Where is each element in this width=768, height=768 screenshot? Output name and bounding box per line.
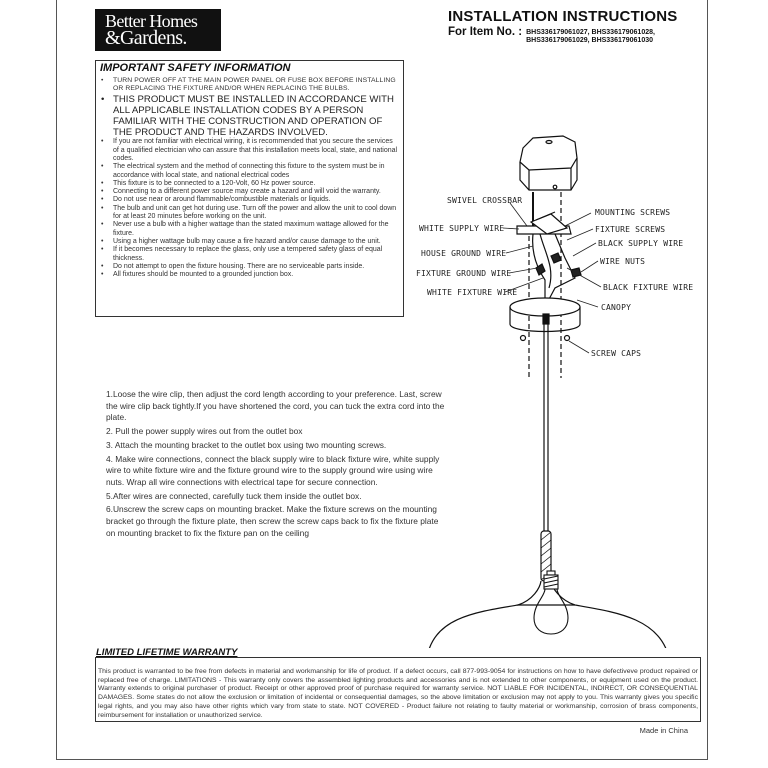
step-4: 4. Make wire connections, connect the black supply wire to black fixture wire, white supply wire to white fixture wire and the fixture ground wire to the supply ground wire using wire nuts. Wrap all wire connections with electrical tape for secure connection.: [106, 453, 440, 487]
installation-steps: [106, 389, 446, 541]
safety-item: [100, 221, 399, 238]
label-canopy: CANOPY: [601, 303, 632, 312]
bullet-icon: •: [101, 93, 105, 105]
crossbar-icon: [517, 212, 571, 234]
bullet-icon: •: [101, 221, 104, 229]
page-title: INSTALLATION INSTRUCTIONS: [448, 8, 678, 25]
bullet-icon: •: [101, 262, 104, 270]
safety-item: [100, 271, 399, 279]
safety-item-text: If it becomes necessary to replace the glass, only use a tempered safety glass of equal thickness.: [113, 246, 383, 262]
step-2: 2. Pull the power supply wires out from the outlet box: [106, 426, 303, 437]
safety-item-text: The bulb and unit can get hot during use. Turn off the power and allow the unit to cool down for at least 20 minutes before working on the unit.: [113, 204, 397, 221]
label-mounting-screws: MOUNTING SCREWS: [595, 208, 671, 217]
label-fixture-ground-wire: FIXTURE GROUND WIRE: [416, 269, 512, 278]
safety-item-text: Never use a bulb with a higher wattage than the stated maximum wattage allowed for the fixture.: [113, 221, 389, 237]
brand-line-1: Better Homes: [105, 11, 198, 31]
safety-item-text: TURN POWER OFF AT THE MAIN POWER PANEL OR FUSE BOX BEFORE INSTALLING OR REPLACING THE FIXTURE AND/OR WHEN REPLACING THE BULBS.: [113, 77, 396, 93]
step-5: 5.After wires are connected, carefully tuck them inside the outlet box.: [106, 490, 362, 501]
light-bulb-icon: [531, 570, 571, 640]
safety-item: [100, 263, 399, 271]
bullet-icon: •: [101, 271, 104, 279]
label-black-supply-wire: BLACK SUPPLY WIRE: [598, 239, 684, 248]
warranty-text: This product is warranted to be free from defects in material and workmanship for life of product. If a defect occurs, call 877-993-9054 for instructions on how to have defectiveve product repaired or replaced free of charge. LIMITATIONS - This warranty only covers the assembled lighting products and accessories and is not extended to other components, or equipment used on the product. Warranty extends to original purchaser of product. Receipt or other approved proof of purchase required for warranty service. NOT LIABLE FOR INCIDENTAL, INDIRECT, OR CONSEQUENTIAL DAMAGES. Some states do not allow the exclusion or limitation of incidental or consequential damages, so the above limitation or exclusion may not apply to you. This warranty gives you specific legal rights, and you may also have other rights which vary from state to state. NOT COVERED - Product failure not relating to faulty material or workmanship, corrosion of brass components, reimbursement for installation or unauthorized service.: [95, 657, 701, 722]
safety-item-text: If you are not familiar with electrical wiring, it is recommended that you secure the services of a qualified electrician who can assure that this installation meets local, state, and national codes.: [113, 138, 398, 162]
label-white-fixture-wire: WHITE FIXTURE WIRE: [427, 288, 518, 297]
junction-box-icon: [520, 136, 577, 190]
item-numbers-line-1: BHS336179061027, BHS336179061028,: [526, 29, 655, 36]
bullet-icon: •: [101, 163, 104, 171]
safety-item: [100, 163, 399, 180]
bullet-icon: •: [101, 237, 104, 245]
safety-item: [100, 196, 399, 204]
item-number-label: For Item No. :: [448, 26, 523, 38]
safety-item: [100, 180, 399, 188]
safety-item: [100, 94, 399, 139]
bullet-icon: •: [101, 188, 104, 196]
label-house-ground-wire: HOUSE GROUND WIRE: [421, 249, 507, 258]
safety-item-text: Using a higher wattage bulb may cause a fire hazard and/or cause damage to the unit.: [113, 237, 381, 245]
label-swivel-crossbar: SWIVEL CROSSBAR: [447, 196, 523, 205]
safety-item: [100, 77, 399, 94]
safety-item-text: Connecting to a different power source may create a hazard and will void the warranty.: [113, 188, 381, 196]
item-numbers-line-2: BHS336179061029, BHS336179061030: [526, 37, 654, 44]
safety-item-text: This fixture is to be connected to a 120-Volt, 60 Hz power source.: [113, 179, 316, 187]
step-6: 6.Unscrew the screw caps on mounting bracket. Make the fixture screws on the mounting bracket go through the fixture plate, then screw the screw caps back to fix the fixture plate on mounting bracket to fix the fixture pan on the ceiling: [106, 504, 439, 538]
label-fixture-screws: FIXTURE SCREWS: [595, 225, 666, 234]
bullet-icon: •: [101, 179, 104, 187]
safety-item: [100, 188, 399, 196]
label-white-supply-wire: WHITE SUPPLY WIRE: [419, 224, 505, 233]
safety-heading: IMPORTANT SAFETY INFORMATION: [100, 62, 291, 74]
safety-item: [100, 205, 399, 222]
bullet-icon: •: [101, 77, 104, 84]
made-in-label: Made in China: [639, 726, 688, 735]
bullet-icon: •: [101, 246, 104, 254]
label-screw-caps: SCREW CAPS: [591, 349, 642, 358]
safety-item-text: Do not attempt to open the fixture housing. There are no serviceable parts inside.: [113, 262, 365, 270]
bullet-icon: •: [101, 138, 104, 146]
safety-item-text: All fixtures should be mounted to a grounded junction box.: [113, 271, 294, 279]
safety-item: [100, 238, 399, 246]
bullet-icon: •: [101, 204, 104, 212]
item-number-values: [526, 29, 655, 45]
step-1: 1.Loose the wire clip, then adjust the cord length according to your preference. Last, screw the wire clip back tightly.If you have shortened the cord, you can tuck the extra cord into the plate.: [106, 389, 445, 423]
safety-item-text: THIS PRODUCT MUST BE INSTALLED IN ACCORDANCE WITH ALL APPLICABLE INSTALLATION CODES BY A PERSON FAMILIAR WITH THE CONSTRUCTION AND OPERATION OF THE PRODUCT AND THE HAZARDS INVOLVED.: [113, 93, 394, 139]
brand-line-2: &Gardens.: [105, 27, 187, 49]
label-black-fixture-wire: BLACK FIXTURE WIRE: [603, 283, 694, 292]
brand-logo: [95, 9, 221, 51]
header: [448, 8, 688, 45]
safety-item-text: The electrical system and the method of connecting this fixture to the system must be in accordance with local state, and national electrical codes: [113, 163, 385, 179]
safety-item-text: Do not use near or around flammable/combustible materials or liquids.: [113, 196, 331, 204]
safety-info-box: [95, 76, 404, 317]
label-wire-nuts: WIRE NUTS: [600, 257, 646, 266]
item-numbers: [448, 26, 688, 45]
step-3: 3. Attach the mounting bracket to the outlet box using two mounting screws.: [106, 439, 387, 450]
safety-item: [100, 246, 399, 263]
bullet-icon: •: [101, 196, 104, 204]
warranty-heading: LIMITED LIFETIME WARRANTY: [96, 647, 238, 658]
safety-item: [100, 138, 399, 163]
